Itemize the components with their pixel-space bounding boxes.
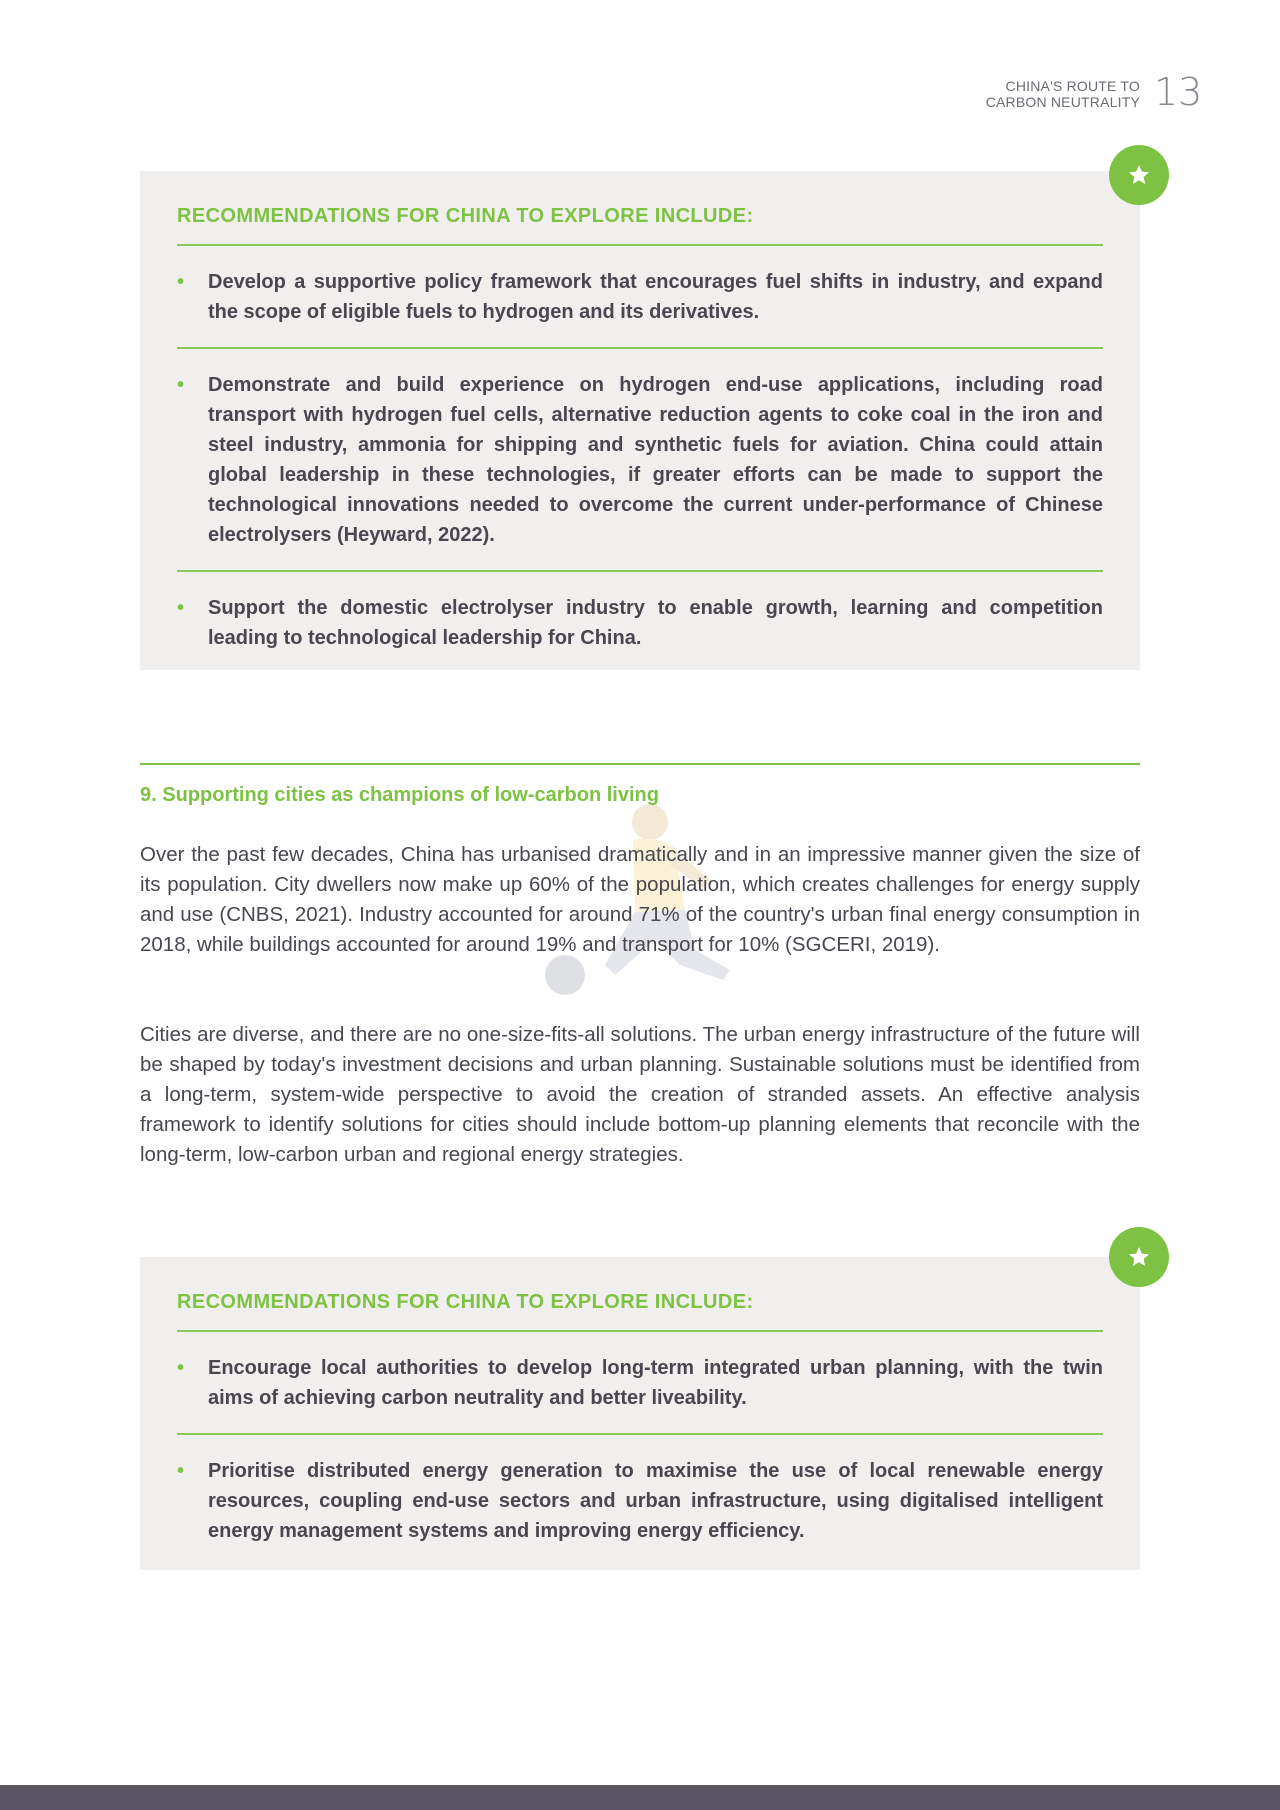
bullet-icon: • xyxy=(177,1357,185,1379)
recommendation-item xyxy=(177,349,1103,572)
recommendation-text: Support the domestic electrolyser industry to enable growth, learning and competition leading to technological leadership for China. xyxy=(208,597,1103,649)
recommendations-title: RECOMMENDATIONS FOR CHINA TO EXPLORE INCLUDE: xyxy=(177,1287,1103,1332)
recommendation-text: Prioritise distributed energy generation to maximise the use of local renewable energy resources, coupling end-use sectors and urban infrastructure, using digitalised intelligent energy management systems and improving energy efficiency. xyxy=(208,1460,1103,1542)
recommendation-text: Demonstrate and build experience on hydrogen end-use applications, including road transport with hydrogen fuel cells, alternative reduction agents to coke coal in the iron and steel industry, ammonia for shipping and synthetic fuels for aviation. China could attain global leadership in these technologies, if greater efforts can be made to support the technological innovations needed to overcome the current under-performance of Chinese electrolysers (Heyward, 2022). xyxy=(208,374,1103,546)
recommendation-item xyxy=(177,246,1103,349)
running-title-line1: CHINA'S ROUTE TO xyxy=(1005,78,1140,94)
recommendations-title: RECOMMENDATIONS FOR CHINA TO EXPLORE INCLUDE: xyxy=(177,201,1103,246)
section-heading: 9. Supporting cities as champions of low-carbon living xyxy=(140,784,659,806)
recommendation-item xyxy=(177,1332,1103,1435)
star-icon xyxy=(1109,145,1169,205)
bullet-icon: • xyxy=(177,374,185,396)
recommendation-text: Develop a supportive policy framework that encourages fuel shifts in industry, and expand the scope of eligible fuels to hydrogen and its derivatives. xyxy=(208,271,1103,323)
footer-bar xyxy=(0,1785,1280,1810)
section-divider xyxy=(140,763,1140,765)
bullet-icon: • xyxy=(177,597,185,619)
recommendation-item xyxy=(177,572,1103,673)
running-title-line2: CARBON NEUTRALITY xyxy=(985,94,1140,110)
bullet-icon: • xyxy=(177,271,185,293)
recommendation-item xyxy=(177,1435,1103,1566)
recommendation-text: Encourage local authorities to develop long-term integrated urban planning, with the twin aims of achieving carbon neutrality and better liveability. xyxy=(208,1357,1103,1409)
star-icon xyxy=(1109,1227,1169,1287)
body-paragraph: Cities are diverse, and there are no one-size-fits-all solutions. The urban energy infrastructure of the future will be shaped by today's investment decisions and urban planning. Sustainable solutions must be identified from a long-term, system-wide perspective to avoid the creation of stranded assets. An effective analysis framework to identify solutions for cities should include bottom-up planning elements that reconcile with the long-term, low-carbon urban and regional energy strategies. xyxy=(140,1023,1140,1166)
body-paragraph: Over the past few decades, China has urbanised dramatically and in an impressive manner given the size of its population. City dwellers now make up 60% of the population, which creates challenges for energy supply and use (CNBS, 2021). Industry accounted for around 71% of the country's urban final energy consumption in 2018, while buildings accounted for around 19% and transport for 10% (SGCERI, 2019). xyxy=(140,843,1140,956)
recommendations-box xyxy=(140,171,1140,670)
running-header xyxy=(986,78,1140,110)
recommendations-box xyxy=(140,1257,1140,1570)
bullet-icon: • xyxy=(177,1460,185,1482)
page-number: 13 xyxy=(1154,70,1203,114)
